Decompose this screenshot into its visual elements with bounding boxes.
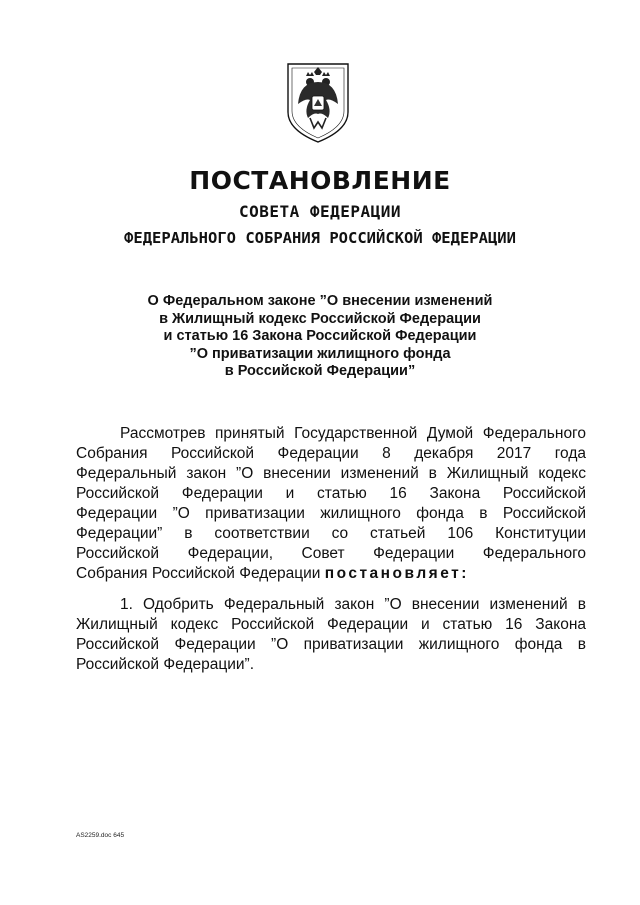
preamble-paragraph xyxy=(76,424,586,584)
subject-line: и статью 16 Закона Российской Федерации xyxy=(163,328,477,344)
paragraph-line: Рассмотрев принятый Государственной Думой Федерального xyxy=(120,425,586,442)
paragraph-line: Жилищный кодекс Российской Федерации и статью 16 Закона xyxy=(76,616,586,633)
paragraph-line: Федерации” в соответствии со статьей 106 Конституции xyxy=(76,525,586,542)
paragraph-line: Российской Федерации”. xyxy=(76,656,255,673)
paragraph-line: 1. Одобрить Федеральный закон ”О внесении изменений в xyxy=(120,596,586,613)
paragraph-line: Российской Федерации, Совет Федерации Федерального xyxy=(76,545,586,562)
resolution-item-1 xyxy=(76,595,586,675)
paragraph-text: Собрания Российской Федерации xyxy=(76,565,325,582)
paragraph-line: Российской Федерации и статью 16 Закона Российской xyxy=(76,485,586,502)
coat-of-arms-icon xyxy=(270,60,366,146)
paragraph-line: Российской Федерации ”О приватизации жилищного фонда в xyxy=(76,636,586,653)
decision-colon: : xyxy=(461,565,469,582)
issuer-line-2: ФЕДЕРАЛЬНОГО СОБРАНИЯ РОССИЙСКОЙ ФЕДЕРАЦИИ xyxy=(124,229,516,247)
subject-line: в Жилищный кодекс Российской Федерации xyxy=(159,310,481,327)
paragraph-line: Федеральный закон ”О внесении изменений в Жилищный кодекс xyxy=(76,465,586,482)
decision-keyword: постановляет xyxy=(324,565,462,582)
paragraph-line xyxy=(76,564,586,584)
file-reference: AS2259.doc 645 xyxy=(76,832,125,839)
subject-line: в Российской Федерации” xyxy=(224,363,416,379)
paragraph-line: Собрания Российской Федерации 8 декабря 2017 года xyxy=(76,445,586,462)
subject-line: ”О приватизации жилищного фонда xyxy=(189,345,451,362)
document-subject xyxy=(96,293,544,381)
document-title: ПОСТАНОВЛЕНИЕ xyxy=(189,166,451,195)
subject-line: О Федеральном законе ”О внесении изменений xyxy=(147,293,493,309)
issuer-line-1: СОВЕТА ФЕДЕРАЦИИ xyxy=(238,202,402,221)
paragraph-line: Федерации ”О приватизации жилищного фонда в Российской xyxy=(76,505,586,522)
